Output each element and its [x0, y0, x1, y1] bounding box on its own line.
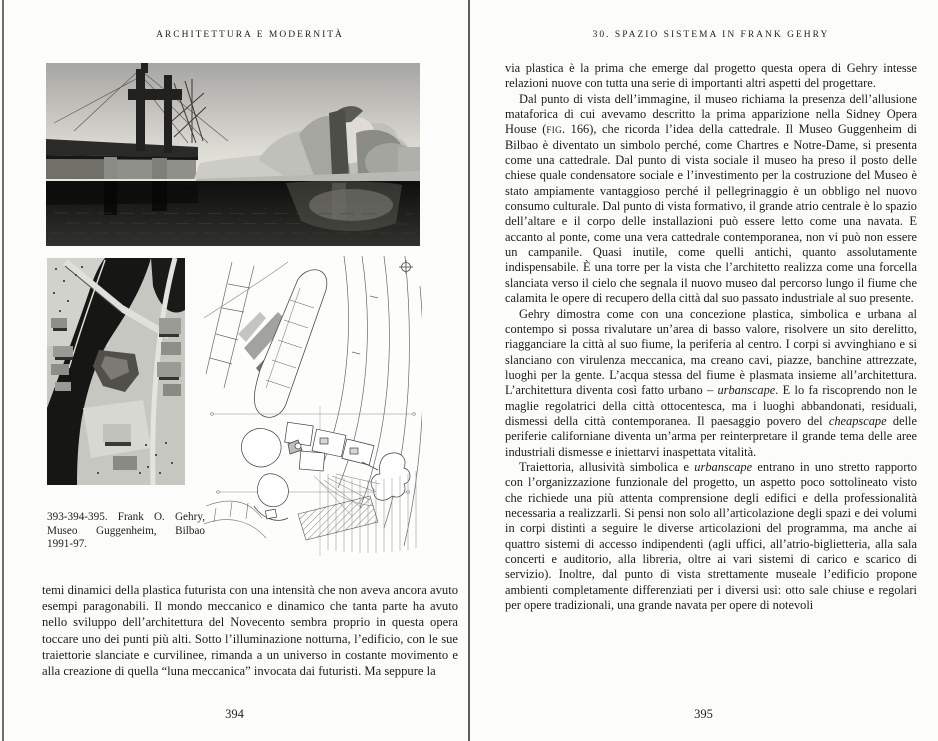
caption-line: 1991-97.: [47, 538, 88, 550]
figure-394-aerial-photo: [47, 258, 185, 485]
running-head-right: 30. SPAZIO SISTEMA IN FRANK GEHRY: [592, 30, 830, 40]
page-number-left: 394: [225, 707, 244, 721]
site-plan-illustration: [202, 256, 422, 558]
paragraph: via plastica è la prima che emerge dal progetto questa opera di Gehry intesse relazioni nuove con tutta una serie di importanti altri aspetti del progettare.: [505, 61, 917, 91]
running-head-left: ARCHITETTURA E MODERNITÀ: [156, 30, 344, 40]
paragraph: temi dinamici della plastica futurista con una intensità che non aveva ancora avuto esempi paragonabili. Il mondo meccanico e dinamico che tanta parte ha avuto nello sviluppo dell’architettura del Novecento sembra proprio in questa opera toccare uno dei punti più alti. Sotto l’illuminazione notturna, l’edificio, con le sue traiettorie slanciate e curvilinee, rimanda a un universo in costante movimento e alla creazione di quella “luna meccanica” invocata dai futuristi. Ma seppure la: [42, 583, 458, 679]
right-body-text: [505, 61, 917, 613]
page-number-right: 395: [694, 707, 713, 721]
paragraph: Traiettoria, allusività simbolica e urbanscape entrano in uno stretto rapporto con l’organizzazione funzionale del progetto, un aspetto poco sottolineato visto che richiede una più attenta comprensione degli edifici e della professionalità necessaria a realizzarli. Si pensi non solo all’articolazione degli spazi e dei volumi in corpi distinti a seguire le diverse articolazioni del programma, ma anche ai quattro sistemi di accesso indipendenti (agli uffici, all’atrio-biglietteria, alla sala concerti e auditorio, alla libreria, oltre ai vari sistemi di carico e scarico di servizio). Inoltre, dal punto di vista strettamente museale l’edificio propone ambienti completamente differenziati per i diversi usi: otto sale chiuse e regolari per opere tradizionali, una grande navata per opere di notevoli: [505, 459, 917, 613]
caption-line: Museo Guggenheim, Bilbao: [47, 524, 205, 537]
left-body-text: [42, 582, 458, 679]
caption-line: 393-394-395. Frank O. Gehry,: [47, 511, 205, 523]
page-gutter-divider: [468, 0, 470, 741]
figure-caption: [47, 511, 205, 552]
river-reflection: [46, 181, 420, 246]
figure-395-site-plan: [202, 256, 422, 558]
night-photo-illustration: [46, 63, 420, 246]
page-edge-line: [2, 0, 4, 741]
paragraph: Dal punto di vista dell’immagine, il museo richiama la presenza dell’allusione mataforica di cui avevamo descritto la prima apparizione nella Sidney Opera House (fig. 166), che ricorda l’idea della cattedrale. Il Museo Guggenheim di Bilbao è diventato un simbolo perché, come Chartres e Notre-Dame, si presenta come una cattedrale. Dal punto di vista sociale il museo ha preso il posto delle chiese quale condensatore sociale e l’investimento per la costruzione del Museo è stato ampiamente vantaggioso perché il pellegrinaggio è un obbligo nel nuovo consumo culturale. Dal punto di vista formativo, il grande atrio centrale è lo spazio dell’altare e il corpo delle installazioni può essere letto come una navata. E accanto al ponte, come una vera cattedrale contemporanea, non vi può non essere un campanile. Quasi inutile, come quelli antichi, quanto assolutamente indispensabile. È una torre per la vista che l’architetto realizza come una forcella slanciata verso il cielo che segnala il nuovo museo dal percorso lungo il fiume che calamita le opere di recupero della città dal suo passato industriale al suo presente.: [505, 91, 917, 306]
paragraph: Gehry dimostra come con una concezione plastica, simbolica e urbana al contempo si possa rivalutare un’area di basso valore, risolvere un sito derelitto, riagganciare la città al suo fiume, la periferia al centro. I corpi si avvinghiano e si slanciano con virulenza meccanica, ma creano cavi, piazze, banchine attrezzate, luoghi per la gente. L’acqua stessa del fiume è plasmata insieme all’architettura. L’architettura diventa così fatto urbano – urbanscape. E lo fa riscoprendo non le maglie regolatrici della città ottocentesca, ma i luoghi abbandonati, residuali, dismessi della città contemporanea. Il paesaggio povero del cheapscape delle periferie californiane diventa un’arma per reinterpretare il grande tema delle aree industriali dismesse e iniettarvi inaspettata vitalità.: [505, 306, 917, 459]
figure-393-night-photo: [46, 63, 420, 246]
aerial-photo-illustration: [47, 258, 185, 485]
